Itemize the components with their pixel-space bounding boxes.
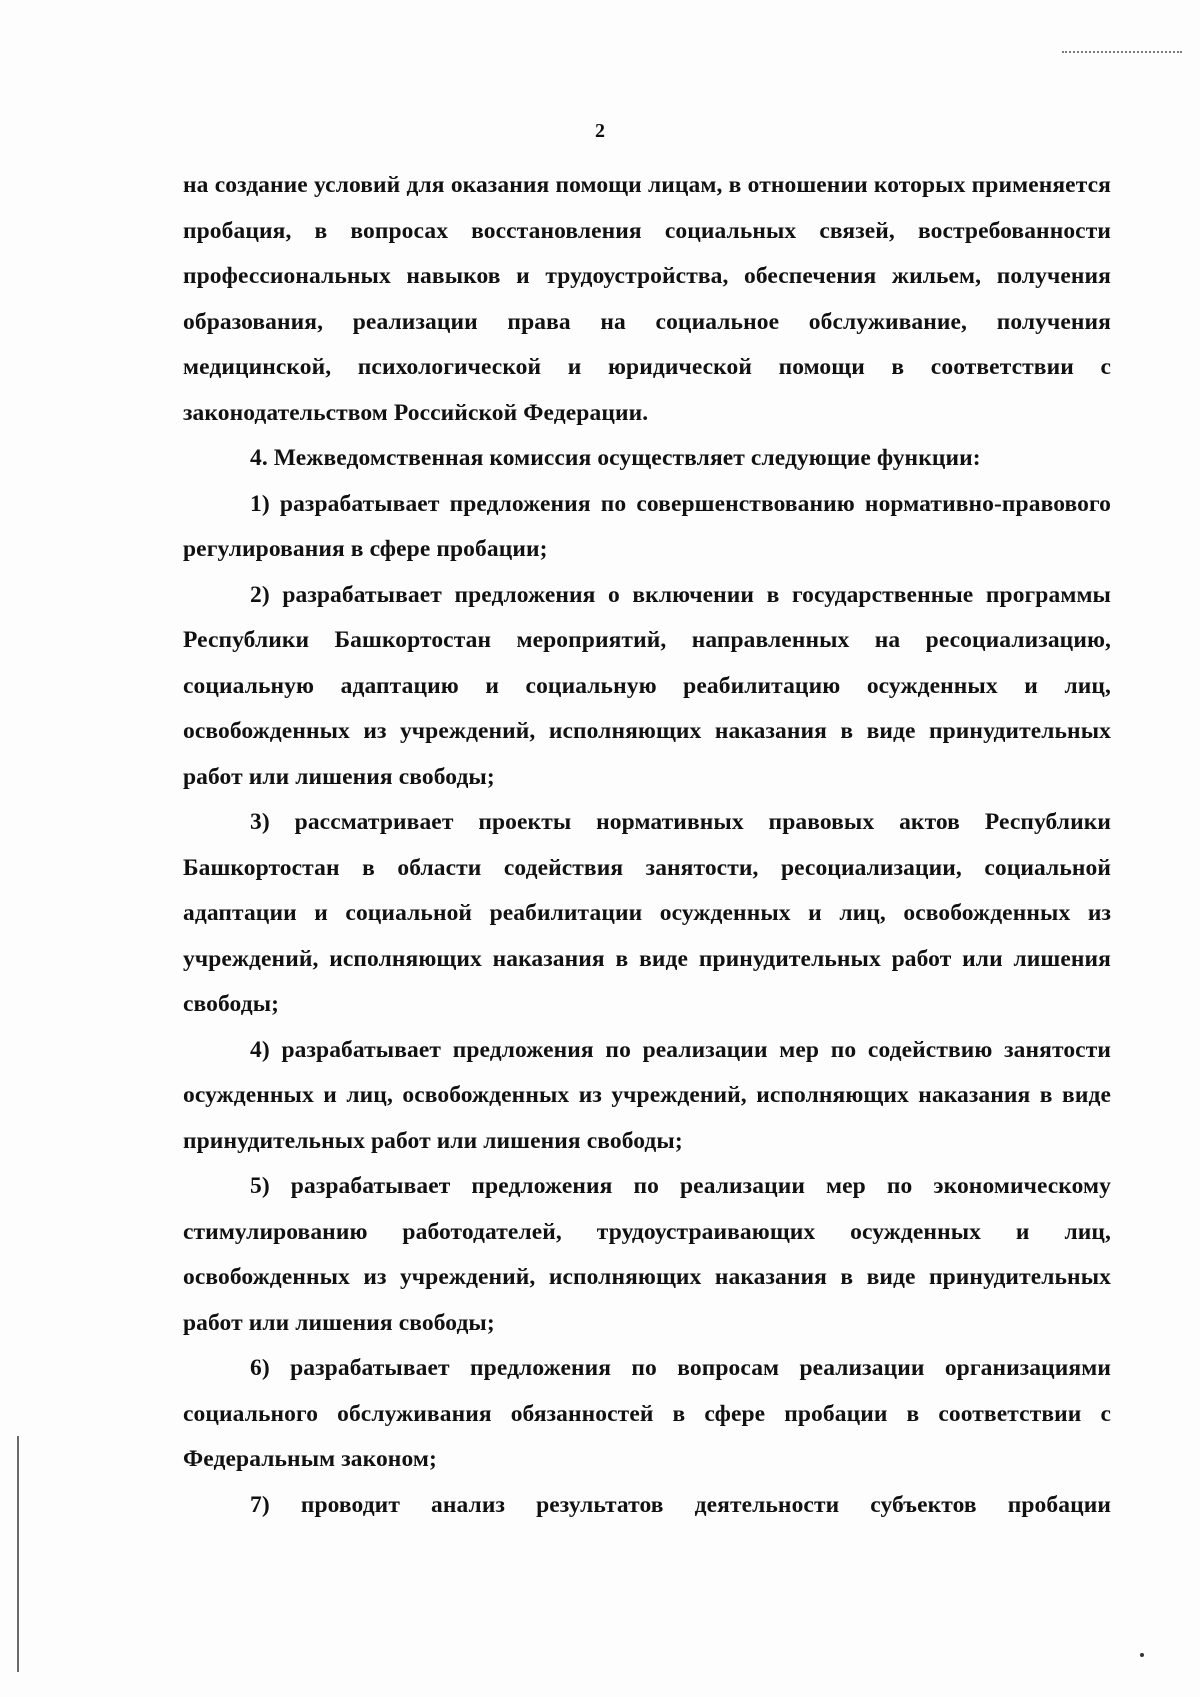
paragraph: 4. Межведомственная комиссия осуществляет следующие функции: — [250, 445, 981, 471]
document-body — [183, 163, 1111, 1528]
paragraph: 2) разрабатывает предложения о включении в государственные программы Республики Башкортостан мероприятий, направленных на ресоциализацию, социальную адаптацию и социальную реабилитацию осужденных и лиц, освобожденных из учреждений, исполняющих наказания в виде принудительных работ или лишения свободы; — [183, 581, 1111, 790]
page-number: 2 — [595, 120, 605, 142]
paragraph: 6) разрабатывает предложения по вопросам реализации организациями социального обслуживания обязанностей в сфере пробации в соответствии с Федеральным законом; — [183, 1355, 1111, 1472]
paragraph: на создание условий для оказания помощи лицам, в отношении которых применяется пробация, в вопросах восстановления социальных связей, востребованности профессиональных навыков и трудоустройства, обеспечения жильем, получения образования, реализации права на социальное обслуживание, получения медицинской, психологической и юридической помощи в соответствии с законодательством Российской Федерации. — [183, 172, 1111, 426]
scan-mark-left — [17, 1436, 19, 1672]
scan-speck — [1140, 1653, 1144, 1657]
scan-mark-top — [1062, 51, 1182, 53]
paragraph: 3) рассматривает проекты нормативных правовых актов Республики Башкортостан в области содействия занятости, ресоциализации, социальной адаптации и социальной реабилитации осужденных и лиц, освобожденных из учреждений, исполняющих наказания в виде принудительных работ или лишения свободы; — [183, 809, 1111, 1017]
paragraph: 4) разрабатывает предложения по реализации мер по содействию занятости осужденных и лиц, освобожденных из учреждений, исполняющих наказания в виде принудительных работ или лишения свободы; — [183, 1036, 1111, 1154]
paragraph: 7) проводит анализ результатов деятельности субъектов пробации — [250, 1491, 1111, 1518]
paragraph: 1) разрабатывает предложения по совершенствованию нормативно-правового регулирования в сфере пробации; — [183, 490, 1111, 562]
paragraph: 5) разрабатывает предложения по реализации мер по экономическому стимулированию работодателей, трудоустраивающих осужденных и лиц, освобожденных из учреждений, исполняющих наказания в виде принудительных работ или лишения свободы; — [183, 1173, 1111, 1336]
